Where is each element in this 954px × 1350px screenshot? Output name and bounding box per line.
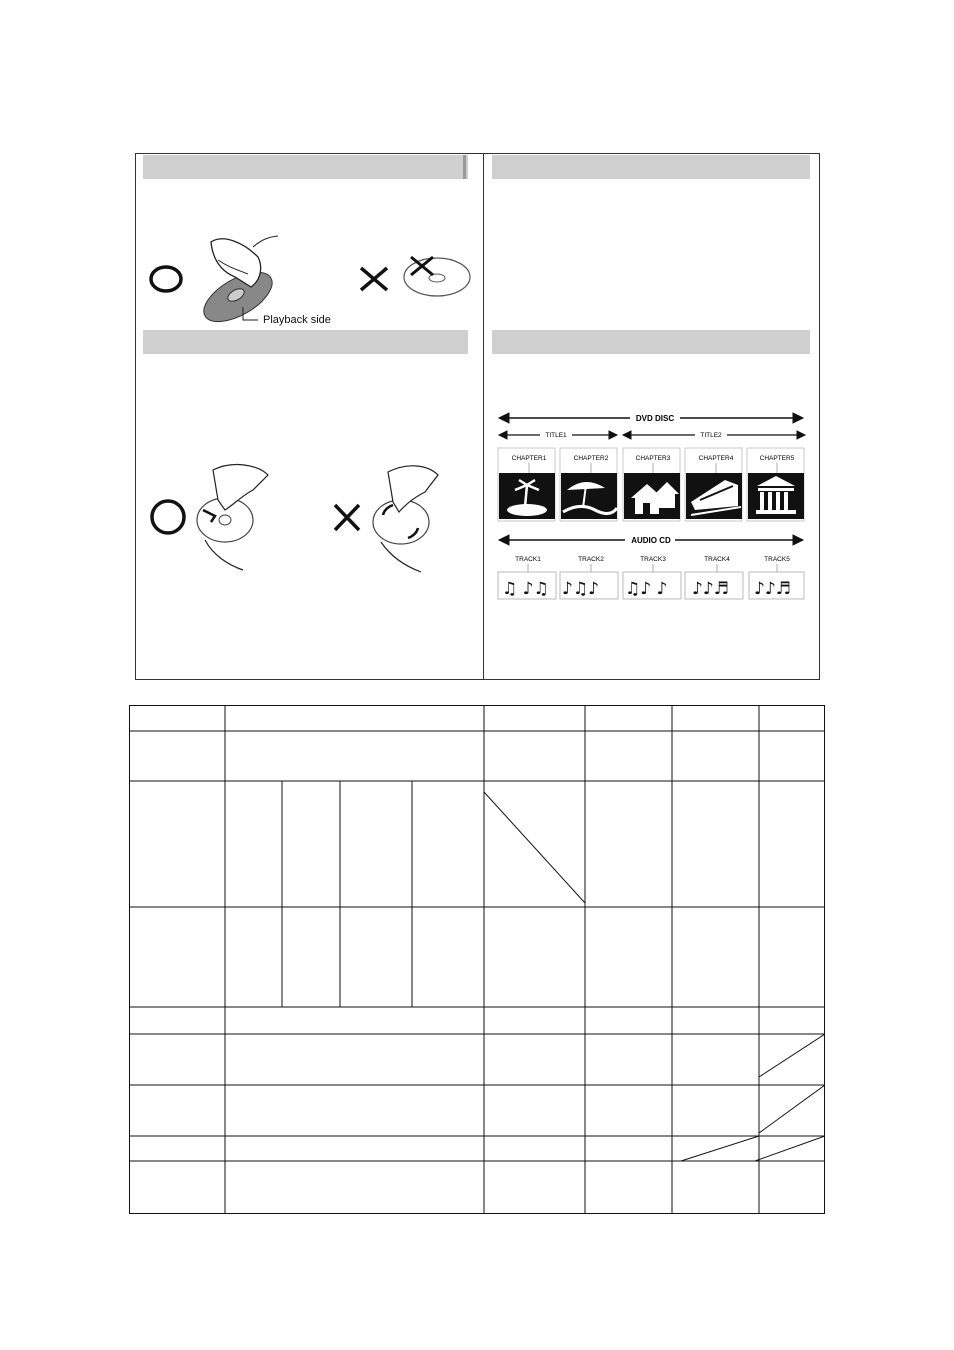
circle-ok-icon <box>151 267 181 291</box>
section-header-right-top <box>492 155 810 179</box>
chapter-label: CHAPTER4 <box>698 455 734 462</box>
music-notes-icon: ♫♪ ♪ <box>625 579 668 599</box>
temple-icon <box>748 473 804 519</box>
disc-structure-diagram <box>495 410 807 602</box>
audio-cd-label: AUDIO CD <box>631 536 671 545</box>
track-label: TRACK2 <box>578 556 604 563</box>
music-notes-icon: ♪♫♪ <box>562 579 599 599</box>
track-label: TRACK1 <box>515 556 541 563</box>
wipe-straight-icon <box>197 465 268 570</box>
dvd-disc-label: DVD DISC <box>635 414 675 423</box>
cross-ng-icon <box>335 505 359 530</box>
music-notes-icon: ♪♪♬ <box>754 579 791 599</box>
track-label: TRACK4 <box>704 556 730 563</box>
island-palm-icon <box>499 473 555 519</box>
section-header-structure <box>492 330 810 354</box>
circle-ok-icon <box>152 501 184 533</box>
title-label: TITLE1 <box>545 432 567 439</box>
house-icon <box>624 473 680 519</box>
playback-side-caption: Playback side <box>263 314 331 326</box>
disc-cleaning-illustration <box>143 460 468 575</box>
wipe-circular-icon <box>373 466 438 572</box>
section-header-cleaning <box>143 330 468 354</box>
track-label: TRACK3 <box>640 556 666 563</box>
title-label: TITLE2 <box>700 432 722 439</box>
music-notes-icon: ♫ ♪♫ <box>502 579 549 599</box>
chapter-label: CHAPTER1 <box>511 455 547 462</box>
beach-umbrella-icon <box>561 473 617 519</box>
cross-ng-icon <box>361 268 387 290</box>
track-label: TRACK5 <box>764 556 790 563</box>
chapter-label: CHAPTER3 <box>635 455 671 462</box>
header-edge <box>463 155 466 179</box>
spec-table-grid <box>129 705 825 1215</box>
disc-icon <box>404 257 470 296</box>
spec-table <box>129 705 825 1215</box>
disc-handling-illustration <box>143 232 478 327</box>
music-notes-icon: ♪♪♬ <box>692 579 729 599</box>
chapter-label: CHAPTER2 <box>573 455 609 462</box>
section-header-handling <box>143 155 468 179</box>
train-icon <box>686 473 742 519</box>
chapter-label: CHAPTER5 <box>759 455 795 462</box>
panel-divider <box>483 153 484 680</box>
